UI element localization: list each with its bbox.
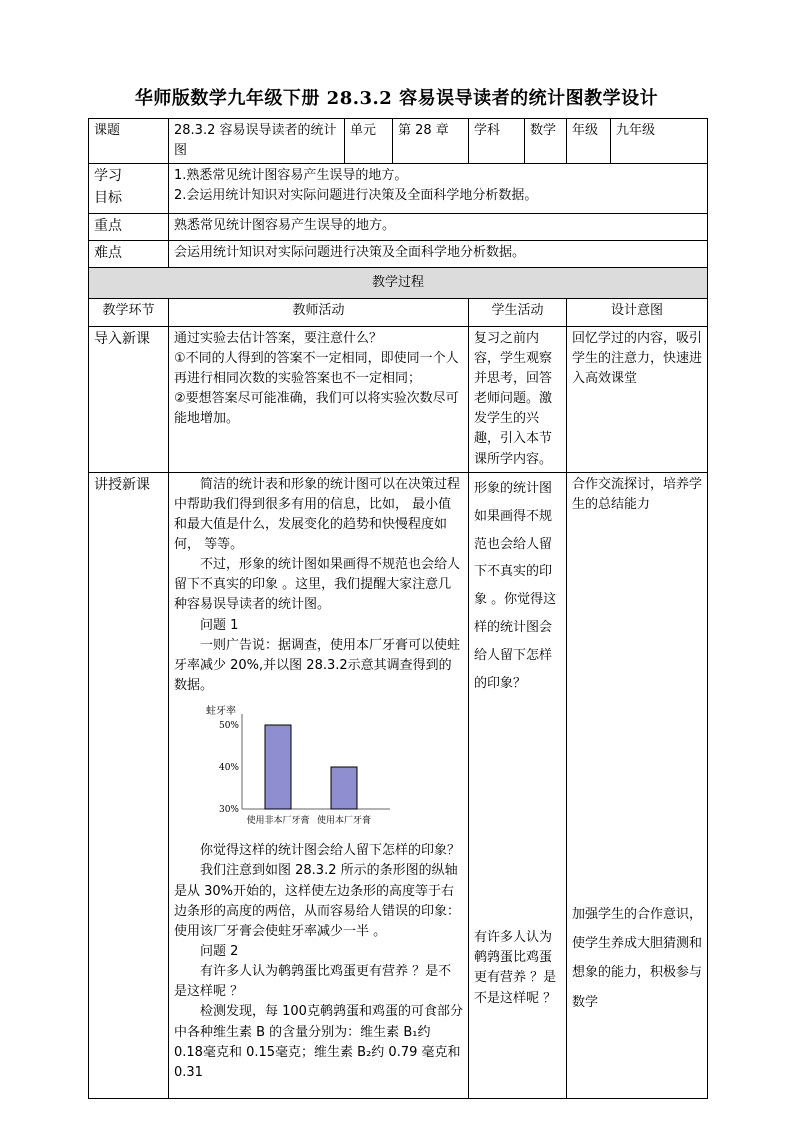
intro-point-2: ②要想答案尽可能准确，我们可以将实验次数尽可能地增加。 xyxy=(174,391,459,427)
question-2-label: 问题 2 xyxy=(200,944,239,960)
goals-label-line-2: 目标 xyxy=(94,189,122,206)
subject-value: 数学 xyxy=(525,119,567,164)
chart-y-tick-label: 50% xyxy=(218,721,239,732)
difficulty-label: 难点 xyxy=(89,240,169,267)
intro-student-activity: 复习之前内容，学生观察并思考，回答老师问题。激发学生的兴趣，引入本节课所学内容。 xyxy=(469,326,567,472)
column-header-stage: 教学环节 xyxy=(89,298,169,326)
goal-item: 2.会运用统计知识对实际问题进行决策及全面科学地分析数据。 xyxy=(174,188,538,204)
intro-question: 通过实验去估计答案，要注意什么？ xyxy=(174,330,383,346)
teacher-paragraph-1: 简洁的统计表和形象的统计图可以在决策过程中帮助我们得到很多有用的信息，比如， 最小值和最大值是什么，发展变化的趋势和快慢程度如何， 等等。 xyxy=(174,476,461,553)
goals-label xyxy=(89,164,169,214)
grade-value: 九年级 xyxy=(611,119,708,164)
unit-label: 单元 xyxy=(345,119,393,164)
key-label: 重点 xyxy=(89,214,169,241)
grade-label: 年级 xyxy=(567,119,611,164)
question-1-analysis: 我们注意到如图 28.3.2 所示的条形图的纵轴是从 30%开始的，这样使左边条形的高度等于右边条形的高度的两倍，从而容易给人错误的印象：使用该厂牙膏会使蛀牙率减少一半 。 xyxy=(174,863,461,939)
subject-label: 学科 xyxy=(469,119,525,164)
new-design-intent xyxy=(567,472,708,1098)
process-heading: 教学过程 xyxy=(89,267,708,298)
design-intent-2: 加强学生的合作意识，使学生养成大胆猜测和想象的能力，积极参与数学 xyxy=(572,906,703,1010)
topic-label: 课题 xyxy=(89,119,169,164)
difficulty-value: 会运用统计知识对实际问题进行决策及全面科学地分析数据。 xyxy=(169,240,708,267)
column-header-student: 学生活动 xyxy=(469,298,567,326)
chart-category-label: 使用本厂牙膏 xyxy=(316,816,372,827)
question-1-text: 一则广告说：据调查，使用本厂牙膏可以使蛀牙率减少 20%,并以图 28.3.2示意其调查得到的数据。 xyxy=(174,637,461,694)
document-title: 华师版数学九年级下册 28.3.2 容易误导读者的统计图教学设计 xyxy=(134,88,659,109)
chart-y-axis-label: 蛀牙率 xyxy=(206,706,236,718)
chart-y-tick-label: 40% xyxy=(218,763,239,774)
intro-design-intent: 回忆学过的内容，吸引学生的注意力，快速进入高效课堂 xyxy=(567,326,708,472)
intro-point-1: ①不同的人得到的答案不一定相同，即使同一个人再进行相同次数的实验答案也不一定相同； xyxy=(174,350,459,386)
stage-new-lesson: 讲授新课 xyxy=(89,472,169,1098)
student-activity-2: 有许多人认为鹌鹑蛋比鸡蛋更有营养 ？是不是这样呢 ？ xyxy=(474,930,557,1006)
question-1-label: 问题 1 xyxy=(200,617,239,633)
stage-intro: 导入新课 xyxy=(89,326,169,472)
question-1-prompt: 你觉得这样的统计图会给人留下怎样的印象？ xyxy=(200,843,461,859)
question-2-text: 有许多人认为鹌鹑蛋比鸡蛋更有营养 ？是不是这样呢 ？ xyxy=(174,964,452,1000)
question-2-detail: 检测发现，每 100克鹌鹑蛋和鸡蛋的可食部分中各种维生素 B 的含量分别为：维生素 B₁约 0.18毫克和 0.15毫克；维生素 B₂约 0.79 毫克和 0.31 xyxy=(174,1004,463,1080)
column-header-teacher: 教师活动 xyxy=(169,298,469,326)
new-student-activity xyxy=(469,472,567,1098)
goals-label-line-1: 学习 xyxy=(94,168,122,185)
topic-value: 28.3.2 容易误导读者的统计图 xyxy=(169,119,345,164)
unit-value: 第 28 章 xyxy=(393,119,469,164)
toothpaste-bar-chart xyxy=(204,700,394,830)
teacher-paragraph-2: 不过，形象的统计图如果画得不规范也会给人留下不真实的印象 。这里，我们提醒大家注意几种容易误导读者的统计图。 xyxy=(174,557,461,613)
chart-bar xyxy=(265,725,291,809)
new-teacher-activity xyxy=(169,472,469,1098)
design-intent-1: 合作交流探讨，培养学生的总结能力 xyxy=(572,476,703,512)
goal-item: 1.熟悉常见统计图容易产生误导的地方。 xyxy=(174,168,408,184)
key-value: 熟悉常见统计图容易产生误导的地方。 xyxy=(169,214,708,241)
column-header-design: 设计意图 xyxy=(567,298,708,326)
chart-category-label: 使用非本厂牙膏 xyxy=(246,816,310,827)
intro-teacher-activity xyxy=(169,326,469,472)
student-activity-1: 形象的统计图如果画得不规范也会给人留下不真实的印象 。你觉得这样的统计图会给人留下怎样的印象？ xyxy=(474,480,557,692)
chart-bar xyxy=(331,767,357,809)
lesson-plan-table xyxy=(88,118,708,1099)
chart-y-tick-label: 30% xyxy=(218,805,239,816)
goals-value xyxy=(169,164,708,214)
